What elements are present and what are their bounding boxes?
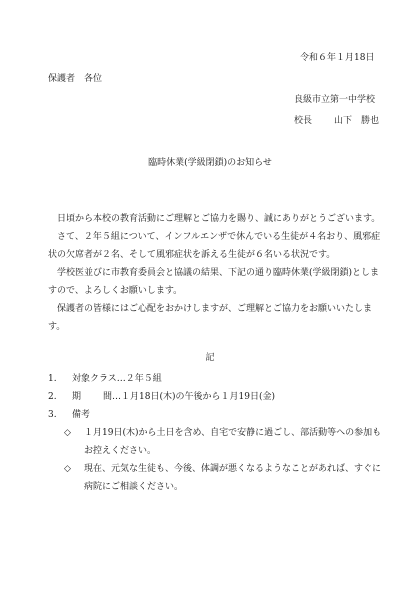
item-list — [48, 370, 388, 424]
item-number: 1. — [48, 374, 57, 384]
item-text: 対象クラス…２年５組 — [72, 374, 162, 384]
ki-heading: 記 — [205, 353, 215, 363]
list-item — [48, 388, 388, 406]
body-paragraph: 保護者の皆様にはご心配をおかけしますが、ご理解とご協力をお願いいたします。 — [48, 304, 373, 332]
issue-date: 令和６年１月18日 — [300, 53, 375, 63]
sender-principal — [294, 113, 379, 126]
body-paragraph: 日頃から本校の教育活動にご理解とご協力を賜り、誠にありがとうございます。 — [57, 214, 381, 224]
body-text — [48, 210, 381, 336]
item-text: 備考 — [72, 410, 91, 420]
item-number: 2. — [48, 392, 57, 402]
body-paragraph: 学校医並びに市教育委員会と協議の結果、下記の通り臨時休業(学級閉鎖)としますので、よろしくお願いします。 — [48, 268, 380, 296]
diamond-bullet-icon: ◇ — [64, 428, 71, 438]
note-item — [64, 424, 384, 460]
body-paragraph: さて、２年５組について、インフルエンザで休んでいる生徒が４名おり、風邪症状の欠席者が２名、そして風邪症状を訴える生徒が６名いる状況です。 — [48, 232, 381, 260]
item-number: 3. — [48, 410, 57, 420]
note-text: 現在、元気な生徒も、今後、体調が悪くなるようなことがあれば、すぐに病院にご相談ください。 — [84, 464, 382, 492]
item-text: 間…１月18日(木)の午後から１月19日(金) — [103, 392, 275, 402]
list-item — [48, 406, 388, 424]
sender-school: 良級市立第一中学校 — [294, 95, 376, 105]
diamond-bullet-icon: ◇ — [64, 464, 71, 474]
principal-name: 山下 勝也 — [334, 116, 380, 126]
notes-list — [64, 424, 384, 496]
list-item — [48, 370, 388, 388]
document-title: 臨時休業(学級閉鎖)のお知らせ — [148, 158, 272, 168]
note-text: １月19日(木)から土日を含め、自宅で安静に過ごし、部活動等への参加もお控えください。 — [84, 428, 382, 456]
note-item — [64, 460, 384, 496]
item-label: 期 — [72, 392, 82, 402]
principal-role: 校長 — [294, 116, 313, 126]
addressee: 保護者 各位 — [48, 74, 103, 84]
